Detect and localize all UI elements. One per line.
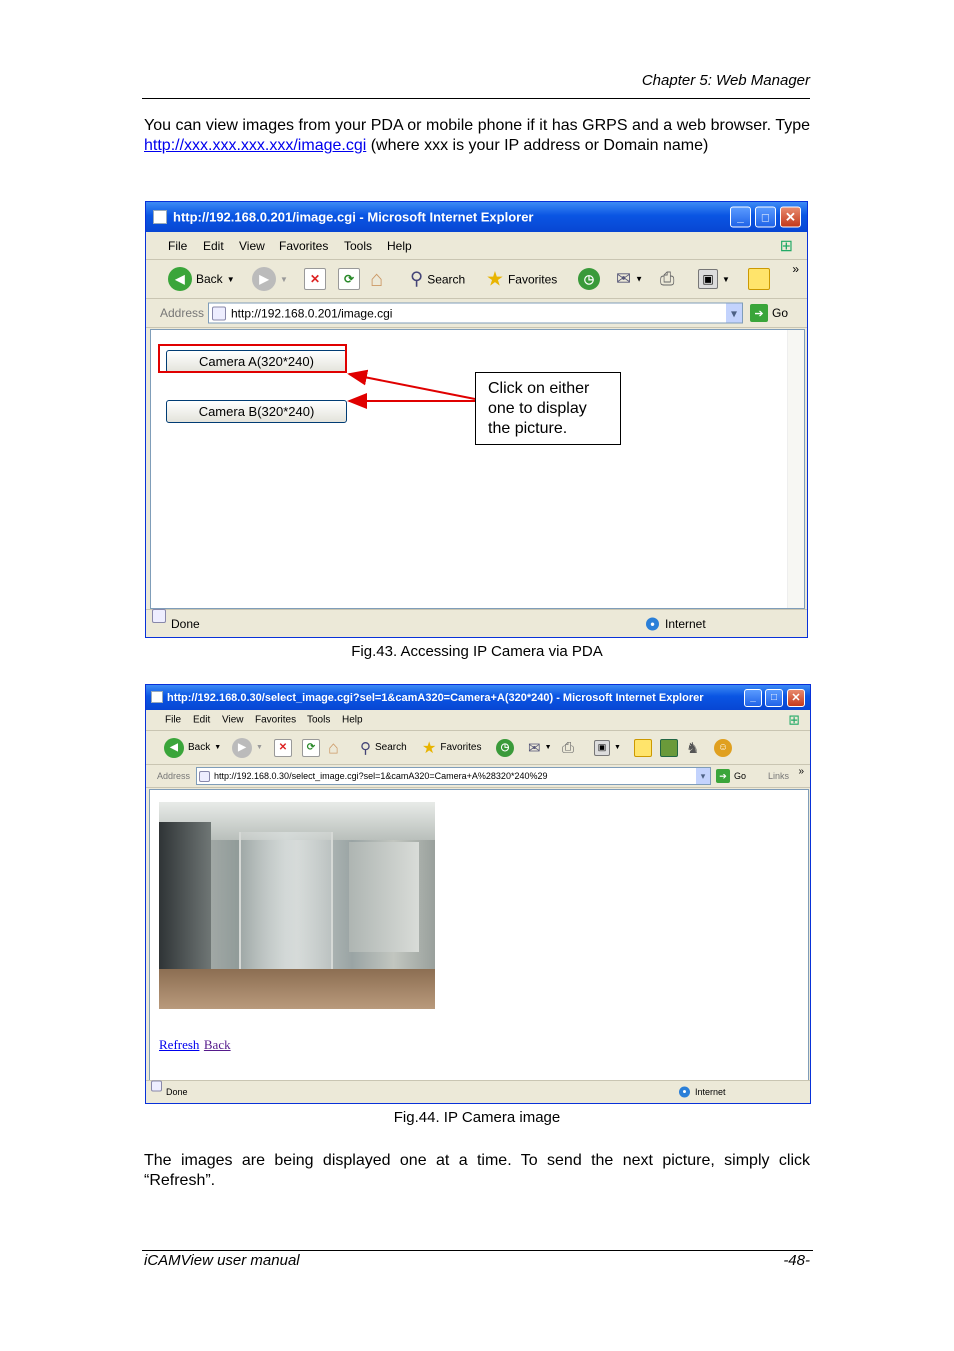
forward-button[interactable] xyxy=(232,738,263,758)
floor xyxy=(159,969,435,1009)
title-bar xyxy=(146,685,810,710)
stop-icon: ✕ xyxy=(304,268,326,290)
edit-dropdown-icon: ▼ xyxy=(614,744,621,751)
go-arrow-icon: ➔ xyxy=(750,304,768,322)
discuss-button[interactable] xyxy=(634,739,652,757)
refresh-button[interactable] xyxy=(302,739,320,757)
print-button[interactable] xyxy=(562,739,574,756)
minimize-button[interactable]: _ xyxy=(744,689,762,707)
messenger-icon: ☺ xyxy=(714,739,732,757)
page-links xyxy=(159,1036,231,1054)
status-text: Done xyxy=(171,616,200,631)
status-zone: Internet xyxy=(695,1087,726,1097)
mail-icon: ✉ xyxy=(528,739,541,757)
callout-box: Click on either one to display the picture. xyxy=(475,372,621,445)
back-dropdown-icon: ▼ xyxy=(226,274,235,284)
footer-manual-title: iCAMView user manual xyxy=(144,1252,300,1269)
windows-logo-icon: ⊞ xyxy=(779,238,793,255)
menu-file[interactable]: File xyxy=(168,239,188,253)
media-icon: ♞ xyxy=(686,739,700,757)
mail-dropdown-icon: ▼ xyxy=(544,744,552,751)
search-button[interactable] xyxy=(360,739,407,757)
go-button[interactable] xyxy=(716,769,746,783)
history-button[interactable] xyxy=(496,739,514,757)
outro-paragraph: The images are being displayed one at a time. To send the next picture, simply click “Refresh”. xyxy=(144,1152,810,1189)
windows-logo-icon: ⊞ xyxy=(788,711,800,728)
refresh-link[interactable]: Refresh xyxy=(159,1037,200,1052)
status-bar xyxy=(146,1080,810,1103)
refresh-icon: ⟳ xyxy=(338,268,360,290)
print-icon: ⎙ xyxy=(562,739,575,756)
refresh-icon: ⟳ xyxy=(302,739,320,757)
search-icon: ⚲ xyxy=(410,268,424,289)
page-icon xyxy=(199,771,210,782)
forward-arrow-icon: ▶ xyxy=(232,738,252,758)
status-text: Done xyxy=(166,1087,188,1097)
close-button[interactable]: ✕ xyxy=(787,689,805,707)
menu-view[interactable]: View xyxy=(222,714,244,726)
footer-rule xyxy=(142,1250,813,1251)
glass-door xyxy=(239,832,333,982)
forward-arrow-icon: ▶ xyxy=(252,267,276,291)
menu-file[interactable]: File xyxy=(165,714,182,726)
address-value: http://192.168.0.201/image.cgi xyxy=(231,306,393,320)
address-bar xyxy=(146,765,810,788)
camera-b-button[interactable]: Camera B(320*240) xyxy=(166,400,347,423)
intro-text-before: You can view images from your PDA or mobile phone if it has GRPS and a web browser. Type xyxy=(144,117,810,134)
glass-wall xyxy=(349,842,419,952)
menu-help[interactable]: Help xyxy=(387,239,412,253)
address-label: Address xyxy=(157,771,191,781)
history-icon: ◷ xyxy=(578,268,600,290)
forward-dropdown-icon: ▼ xyxy=(256,744,263,751)
fig44-caption: Fig.44. IP Camera image xyxy=(393,1109,561,1126)
stop-icon: ✕ xyxy=(274,739,292,757)
back-arrow-icon: ◀ xyxy=(168,267,192,291)
research-button[interactable] xyxy=(660,739,678,757)
back-dropdown-icon: ▼ xyxy=(214,744,222,751)
menu-favorites[interactable]: Favorites xyxy=(279,239,329,253)
menu-tools[interactable]: Tools xyxy=(344,239,373,253)
page-content xyxy=(149,789,809,1081)
address-value: http://192.168.0.30/select_image.cgi?sel=1&camA320=Camera+A%28320*240%29 xyxy=(214,771,548,781)
menu-favorites[interactable]: Favorites xyxy=(255,714,297,726)
address-dropdown-icon[interactable]: ▾ xyxy=(725,304,742,323)
back-link[interactable]: Back xyxy=(203,1037,231,1052)
window-title: http://192.168.0.201/image.cgi - Microsoft Internet Explorer xyxy=(173,209,534,225)
media-button[interactable] xyxy=(686,739,699,757)
forward-dropdown-icon: ▼ xyxy=(280,274,288,284)
mail-icon: ✉ xyxy=(616,268,632,289)
back-label: Back xyxy=(196,272,223,286)
status-zone: Internet xyxy=(665,616,706,631)
go-label: Go xyxy=(772,306,789,320)
address-input[interactable] xyxy=(196,767,711,785)
links-label[interactable]: Links xyxy=(768,771,790,781)
research-icon xyxy=(660,739,678,757)
camera-a-button[interactable]: Camera A(320*240) xyxy=(166,350,347,373)
note-icon xyxy=(634,739,652,757)
edit-dropdown-icon: ▼ xyxy=(722,274,730,284)
menu-help[interactable]: Help xyxy=(342,714,363,726)
footer-page-number: -48- xyxy=(783,1252,810,1269)
menu-edit[interactable]: Edit xyxy=(193,714,211,726)
search-label: Search xyxy=(375,742,407,753)
mail-dropdown-icon: ▼ xyxy=(635,274,644,284)
favorites-star-icon: ★ xyxy=(486,268,504,291)
go-label: Go xyxy=(734,771,747,781)
back-arrow-icon: ◀ xyxy=(164,738,184,758)
maximize-button[interactable]: □ xyxy=(755,207,776,228)
favorites-label: Favorites xyxy=(507,272,558,286)
close-button[interactable]: ✕ xyxy=(780,207,801,228)
print-icon: ⎙ xyxy=(660,268,675,289)
edit-button[interactable] xyxy=(594,740,621,756)
go-arrow-icon: ➔ xyxy=(716,769,730,783)
maximize-button[interactable]: □ xyxy=(765,689,783,707)
toolbar xyxy=(146,731,810,765)
image-cgi-link[interactable]: http://xxx.xxx.xxx.xxx/image.cgi xyxy=(144,137,367,154)
messenger-button[interactable] xyxy=(714,739,732,757)
stop-button[interactable] xyxy=(274,739,292,757)
page-icon xyxy=(151,691,163,703)
ie-window-fig44 xyxy=(145,684,811,1104)
edit-icon: ▣ xyxy=(594,740,610,756)
arrow-to-camera-a xyxy=(349,374,475,399)
home-icon: ⌂ xyxy=(370,266,384,291)
toolbar-more-icon[interactable]: » xyxy=(792,262,799,276)
camera-image xyxy=(159,802,435,1009)
menu-tools[interactable]: Tools xyxy=(307,714,331,726)
menu-bar xyxy=(146,710,810,731)
favorites-label: Favorites xyxy=(440,742,482,753)
mail-button[interactable] xyxy=(528,739,552,757)
chapter-header: Chapter 5: Web Manager xyxy=(641,72,810,89)
back-label: Back xyxy=(188,742,211,753)
intro-text-after: (where xxx is your IP address or Domain name) xyxy=(366,137,709,154)
fig43-caption: Fig.43. Accessing IP Camera via PDA xyxy=(351,643,603,660)
search-label: Search xyxy=(427,272,466,286)
menu-edit[interactable]: Edit xyxy=(203,239,224,253)
window-title: http://192.168.0.30/select_image.cgi?sel=1&camA320=Camera+A(320*240) - Microsoft Internet Explorer xyxy=(167,691,704,704)
address-label: Address xyxy=(160,306,205,320)
internet-globe-icon: ● xyxy=(679,1087,690,1098)
links-more-icon[interactable]: » xyxy=(798,766,804,777)
search-icon: ⚲ xyxy=(360,739,371,757)
address-dropdown-icon[interactable]: ▾ xyxy=(695,768,710,784)
history-icon: ◷ xyxy=(496,739,514,757)
internet-globe-icon: ● xyxy=(646,617,659,630)
edit-icon: ▣ xyxy=(698,269,718,289)
menu-view[interactable]: View xyxy=(239,239,265,253)
page-icon xyxy=(151,1081,162,1092)
home-button[interactable] xyxy=(328,737,339,758)
back-button[interactable] xyxy=(164,738,221,758)
favorites-button[interactable] xyxy=(422,738,481,758)
minimize-button[interactable]: _ xyxy=(730,207,751,228)
favorites-star-icon: ★ xyxy=(422,739,437,757)
home-icon: ⌂ xyxy=(328,737,339,757)
